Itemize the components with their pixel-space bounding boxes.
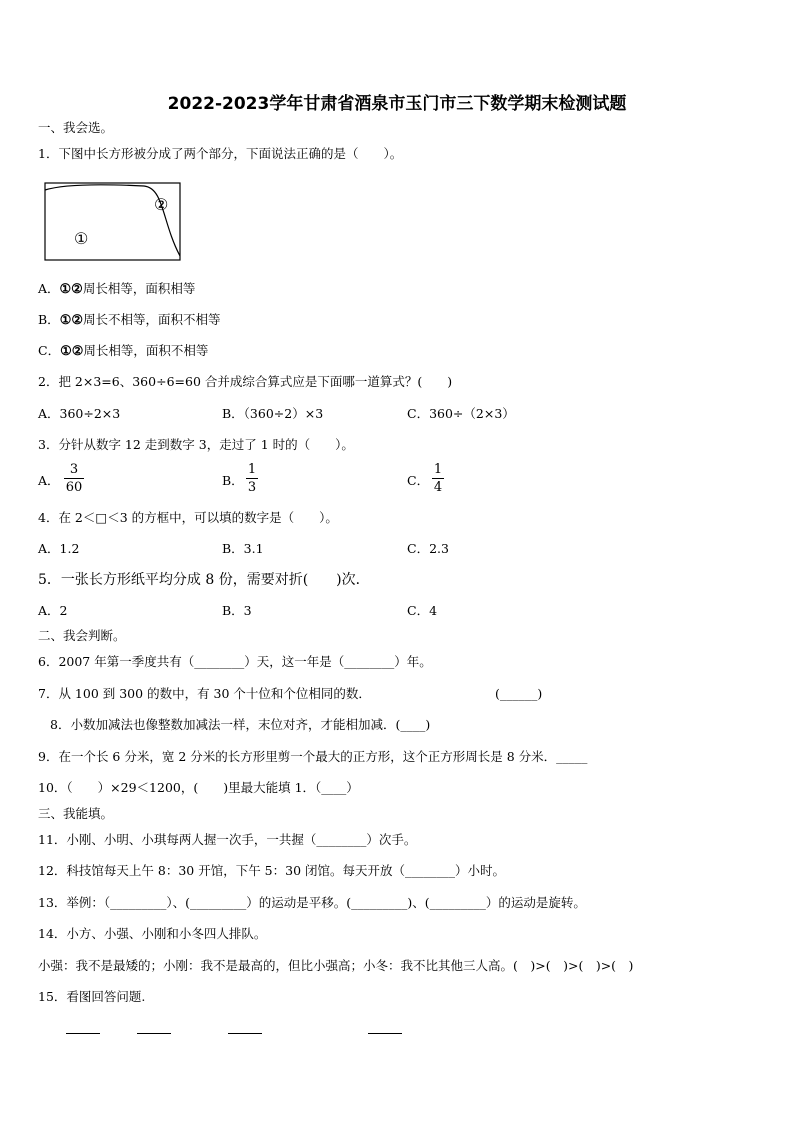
question-3-text: 3．分针从数字 12 走到数字 3，走过了 1 时的（ ）。: [38, 437, 354, 452]
q4-option-c[interactable]: C．2.3: [407, 541, 449, 556]
q4-option-b[interactable]: B．3.1: [222, 541, 264, 556]
q3-option-b-fraction[interactable]: [246, 463, 258, 494]
question-10-text: 10．（ ）×29＜1200，( )里最大能填 1．（____）: [38, 780, 359, 795]
question-14-text: 14．小方、小强、小刚和小冬四人排队。: [38, 926, 267, 941]
q1-option-a[interactable]: [38, 283, 195, 296]
circled-numbers: ①②: [59, 313, 83, 328]
q1-option-b[interactable]: [38, 314, 221, 327]
q3-option-c-letter[interactable]: C．: [407, 473, 430, 488]
option-text: 周长不相等，面积不相等: [83, 312, 221, 327]
q15-answer-blank[interactable]: [137, 1033, 171, 1034]
option-letter: B．: [38, 312, 60, 327]
denominator: 60: [65, 480, 83, 495]
q3-option-c-fraction[interactable]: [432, 463, 444, 494]
q3-option-a-fraction[interactable]: [64, 463, 84, 494]
q15-answer-blank[interactable]: [368, 1033, 402, 1034]
circled-numbers: ①②: [59, 282, 83, 297]
option-letter: A．: [38, 281, 60, 296]
q15-answer-blank[interactable]: [228, 1033, 262, 1034]
region-label-2: ②: [154, 195, 169, 214]
denominator: 4: [433, 480, 443, 495]
question-12-text: 12．科技馆每天上午 8：30 开馆，下午 5：30 闭馆。每天开放（________）小时。: [38, 863, 506, 878]
question-4-text: 4．在 2＜□＜3 的方框中，可以填的数字是（ ）。: [38, 510, 338, 525]
question-11-text: 11．小刚、小明、小琪每两人握一次手，一共握（________）次手。: [38, 832, 417, 847]
q3-option-a-letter[interactable]: A．: [38, 473, 60, 488]
denominator: 3: [247, 480, 257, 495]
question-6-text: 6．2007 年第一季度共有（________）天，这一年是（________）年。: [38, 654, 432, 669]
question-7-text: 7．从 100 到 300 的数中，有 30 个十位和个位相同的数．: [38, 686, 371, 701]
section-2-heading: 二、我会判断。: [38, 628, 126, 643]
q5-option-b[interactable]: B．3: [222, 603, 252, 618]
region-label-1: ①: [74, 229, 89, 248]
q2-option-c[interactable]: C．360÷（2×3）: [407, 406, 515, 421]
numerator: 1: [247, 462, 257, 477]
option-text: 周长相等，面积不相等: [83, 343, 209, 358]
question-14-subtext: 小强：我不是最矮的；小刚：我不是最高的，但比小强高；小冬：我不比其他三人高。( )>( )>( )>( ): [38, 958, 634, 973]
q3-option-b-letter[interactable]: B．: [222, 473, 244, 488]
option-letter: C．: [38, 343, 61, 358]
q2-option-a[interactable]: A．360÷2×3: [38, 406, 121, 421]
option-text: 周长相等，面积相等: [82, 281, 196, 296]
question-15-text: 15．看图回答问题.: [38, 989, 146, 1004]
q7-answer-blank[interactable]: (______): [495, 686, 543, 701]
numerator: 3: [69, 462, 79, 477]
q4-option-a[interactable]: A．1.2: [38, 541, 80, 556]
section-3-heading: 三、我能填。: [38, 806, 114, 821]
q1-rectangle-figure: [44, 182, 182, 262]
q1-option-c[interactable]: [38, 345, 208, 358]
q2-option-b[interactable]: B．（360÷2）×3: [222, 406, 324, 421]
question-1-text: 1．下图中长方形被分成了两个部分，下面说法正确的是（ ）。: [38, 146, 403, 161]
q15-answer-blank[interactable]: [66, 1033, 100, 1034]
question-9-text: 9．在一个长 6 分米，宽 2 分米的长方形里剪一个最大的正方形，这个正方形周长是 8 分米．_____: [38, 749, 588, 764]
section-1-heading: 一、我会选。: [38, 120, 114, 135]
question-13-text: 13．举例：（_________）、(_________）的运动是平移。(_________)、(_________）的运动是旋转。: [38, 895, 586, 910]
q5-option-a[interactable]: A．2: [38, 603, 68, 618]
question-5-text: 5．一张长方形纸平均分成 8 份，需要对折( )次．: [38, 572, 370, 588]
circled-numbers: ①②: [60, 344, 84, 359]
page-title: 2022-2023学年甘肃省酒泉市玉门市三下数学期末检测试题: [167, 94, 627, 114]
numerator: 1: [433, 462, 443, 477]
question-2-text: 2．把 2×3=6、360÷6=60 合并成综合算式应是下面哪一道算式？( ): [38, 374, 453, 389]
q5-option-c[interactable]: C．4: [407, 603, 438, 618]
question-8-text: 8．小数加减法也像整数加减法一样，末位对齐，才能相加减．(____): [50, 717, 431, 732]
